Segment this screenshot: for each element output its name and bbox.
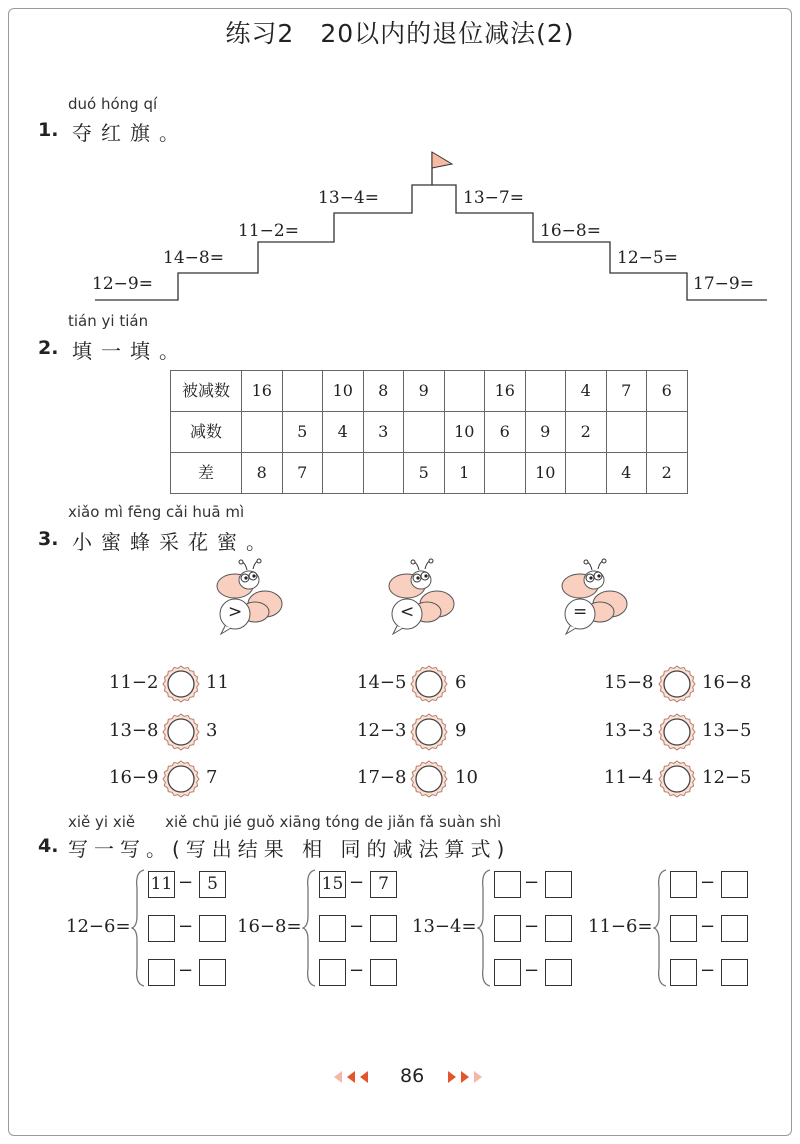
q3-number: 3. — [38, 528, 59, 550]
flower-answer-circle[interactable] — [658, 760, 696, 798]
q2-pinyin: tián yi tián — [68, 312, 149, 330]
compare-right: 11 — [206, 672, 229, 693]
curly-brace — [131, 868, 147, 988]
answer-box[interactable]: 15 — [319, 871, 346, 898]
q4-pinyin: xiě yi xiě xiě chū jié guǒ xiāng tóng de jiǎn fǎ suàn shì — [68, 813, 502, 831]
table-cell: 2 — [565, 411, 607, 453]
flower-answer-circle[interactable] — [410, 665, 448, 703]
compare-right: 13−5 — [702, 720, 752, 741]
q2-number: 2. — [38, 337, 59, 359]
compare-right: 3 — [206, 720, 218, 741]
compare-left: 17−8 — [357, 767, 407, 788]
bee-sign: > — [228, 602, 243, 622]
answer-box[interactable] — [545, 959, 572, 986]
bee-icon — [381, 558, 461, 638]
page-number: 86 — [400, 1065, 425, 1087]
q1-pinyin: duó hóng qí — [68, 95, 158, 113]
flower-answer-circle[interactable] — [162, 665, 200, 703]
table-cell[interactable] — [484, 452, 526, 494]
table-cell: 16 — [484, 370, 526, 412]
staircase-line — [95, 185, 767, 300]
table-row-label: 差 — [170, 452, 242, 494]
answer-box[interactable] — [199, 915, 226, 942]
table-cell: 2 — [646, 452, 688, 494]
table-cell[interactable] — [565, 452, 607, 494]
table-cell[interactable] — [525, 370, 567, 412]
table-cell: 16 — [241, 370, 283, 412]
minus-sign: − — [700, 916, 716, 937]
answer-box[interactable] — [494, 871, 521, 898]
equation-label: 16−8= — [237, 916, 302, 937]
equation-label: 13−4= — [412, 916, 477, 937]
compare-left: 14−5 — [357, 672, 407, 693]
table-cell: 4 — [322, 411, 364, 453]
table-cell: 9 — [403, 370, 445, 412]
answer-box[interactable] — [721, 959, 748, 986]
table-cell: 6 — [646, 370, 688, 412]
curly-brace — [302, 868, 318, 988]
answer-box[interactable] — [494, 959, 521, 986]
compare-right: 12−5 — [702, 767, 752, 788]
minus-sign: − — [349, 960, 365, 981]
minus-sign: − — [524, 916, 540, 937]
answer-box[interactable] — [494, 915, 521, 942]
compare-right: 16−8 — [702, 672, 752, 693]
table-cell: 8 — [241, 452, 283, 494]
bee-sign: = — [573, 602, 588, 622]
minus-sign: − — [524, 872, 540, 893]
compare-left: 11−4 — [604, 767, 654, 788]
table-cell[interactable] — [241, 411, 283, 453]
compare-left: 13−3 — [604, 720, 654, 741]
table-cell: 7 — [282, 452, 324, 494]
table-cell[interactable] — [322, 452, 364, 494]
flower-answer-circle[interactable] — [162, 760, 200, 798]
flower-answer-circle[interactable] — [658, 713, 696, 751]
q1-instruction: 夺红旗。 — [72, 121, 188, 145]
page-title: 练习2 20以内的退位减法(2) — [225, 19, 575, 48]
table-cell[interactable] — [606, 411, 648, 453]
answer-box[interactable] — [319, 959, 346, 986]
prev-arrows-icon — [330, 1068, 380, 1086]
minus-sign: − — [700, 872, 716, 893]
minus-sign: − — [178, 872, 194, 893]
answer-box[interactable] — [545, 871, 572, 898]
minus-sign: − — [178, 960, 194, 981]
answer-box[interactable] — [148, 915, 175, 942]
equation-label: 12−6= — [66, 916, 131, 937]
q4-number: 4. — [38, 835, 59, 857]
compare-right: 10 — [455, 767, 478, 788]
table-cell: 4 — [565, 370, 607, 412]
stair-equation-1: 12−9= — [92, 274, 153, 294]
stair-equation-4: 13−4= — [318, 188, 379, 208]
table-cell[interactable] — [403, 411, 445, 453]
compare-left: 15−8 — [604, 672, 654, 693]
table-cell[interactable] — [363, 452, 405, 494]
next-arrows-icon — [444, 1068, 494, 1086]
minus-sign: − — [700, 960, 716, 981]
table-cell[interactable] — [444, 370, 486, 412]
table-cell: 1 — [444, 452, 486, 494]
stair-equation-7: 12−5= — [617, 248, 678, 268]
table-cell: 5 — [403, 452, 445, 494]
q1-number: 1. — [38, 119, 59, 141]
compare-right: 9 — [455, 720, 467, 741]
table-row-label: 被减数 — [170, 370, 242, 412]
bee-sign: < — [400, 602, 415, 622]
stair-equation-2: 14−8= — [163, 248, 224, 268]
answer-box[interactable] — [721, 915, 748, 942]
answer-box[interactable] — [370, 959, 397, 986]
table-cell[interactable] — [646, 411, 688, 453]
answer-box[interactable] — [319, 915, 346, 942]
compare-left: 12−3 — [357, 720, 407, 741]
flower-answer-circle[interactable] — [410, 760, 448, 798]
answer-box[interactable] — [670, 959, 697, 986]
q3-instruction: 小蜜蜂采花蜜。 — [72, 530, 275, 554]
table-cell: 10 — [525, 452, 567, 494]
table-cell: 5 — [282, 411, 324, 453]
q4-instruction: 写一写。(写出结果 相 同的减法算式) — [68, 837, 511, 861]
table-cell: 8 — [363, 370, 405, 412]
compare-right: 7 — [206, 767, 218, 788]
q2-instruction: 填一填。 — [72, 339, 188, 363]
minus-sign: − — [178, 916, 194, 937]
table-row-label: 减数 — [170, 411, 242, 453]
answer-box[interactable]: 5 — [199, 871, 226, 898]
curly-brace — [477, 868, 493, 988]
bee-icon — [209, 558, 289, 638]
stair-equation-3: 11−2= — [238, 221, 299, 241]
answer-box[interactable]: 11 — [148, 871, 175, 898]
red-flag-icon — [432, 152, 452, 168]
table-cell: 9 — [525, 411, 567, 453]
minus-sign: − — [524, 960, 540, 981]
stair-equation-5: 13−7= — [463, 188, 524, 208]
compare-left: 11−2 — [109, 672, 159, 693]
answer-box[interactable] — [670, 871, 697, 898]
compare-left: 16−9 — [109, 767, 159, 788]
answer-box[interactable] — [545, 915, 572, 942]
flower-answer-circle[interactable] — [162, 713, 200, 751]
minus-sign: − — [349, 916, 365, 937]
table-cell: 7 — [606, 370, 648, 412]
answer-box[interactable] — [370, 915, 397, 942]
minus-sign: − — [349, 872, 365, 893]
equation-label: 11−6= — [588, 916, 653, 937]
answer-box[interactable] — [721, 871, 748, 898]
bee-icon — [554, 558, 634, 638]
answer-box[interactable] — [199, 959, 226, 986]
stair-equation-8: 17−9= — [693, 274, 754, 294]
stair-equation-6: 16−8= — [540, 221, 601, 241]
q3-pinyin: xiǎo mì fēng cǎi huā mì — [68, 503, 245, 521]
flower-answer-circle[interactable] — [658, 665, 696, 703]
flower-answer-circle[interactable] — [410, 713, 448, 751]
table-cell: 4 — [606, 452, 648, 494]
table-cell[interactable] — [282, 370, 324, 412]
table-cell: 10 — [444, 411, 486, 453]
table-cell: 3 — [363, 411, 405, 453]
table-cell: 6 — [484, 411, 526, 453]
curly-brace — [653, 868, 669, 988]
table-cell: 10 — [322, 370, 364, 412]
answer-box[interactable] — [670, 915, 697, 942]
answer-box[interactable]: 7 — [370, 871, 397, 898]
compare-left: 13−8 — [109, 720, 159, 741]
answer-box[interactable] — [148, 959, 175, 986]
compare-right: 6 — [455, 672, 467, 693]
